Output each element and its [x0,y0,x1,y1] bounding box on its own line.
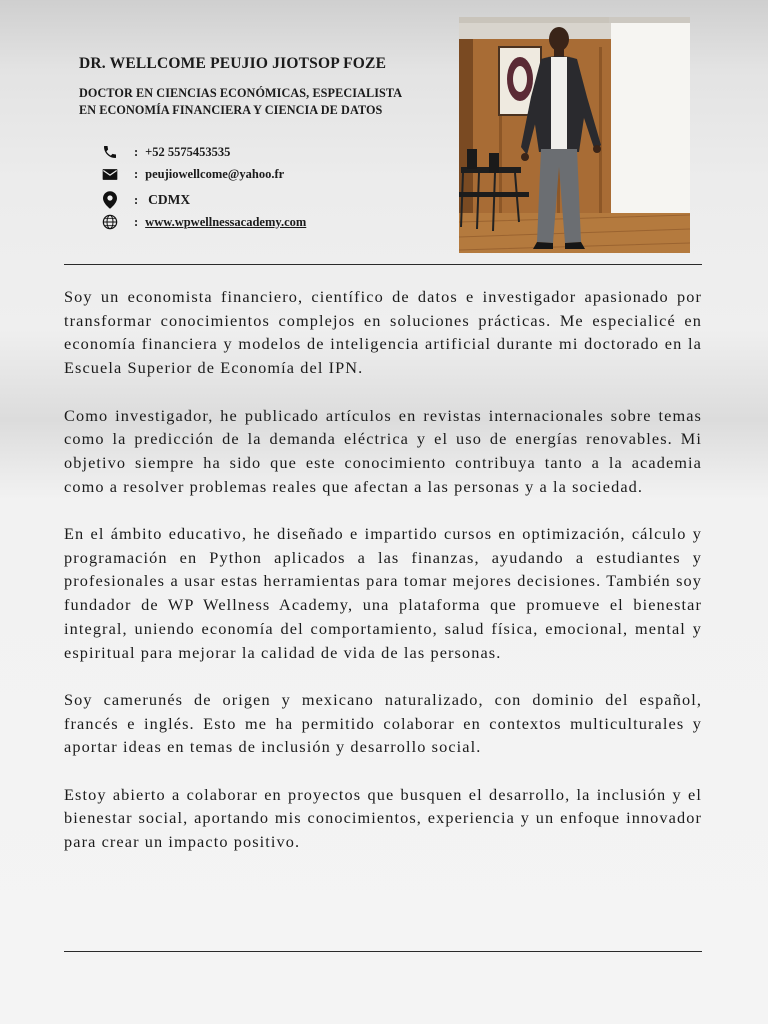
website-link[interactable]: www.wpwellnessacademy.com [145,214,307,229]
contact-separator: : [134,166,139,181]
contact-separator: : [134,144,139,159]
bio-paragraph-2: Como investigador, he publicado artículos en revistas internacionales sobre temas como la predicción de la demanda eléctrica y el uso de energías renovables. Mi objetivo siempre ha sido que este conocimiento contribuya tanto a la academia como a resolver problemas reales que afectan a las personas y a la sociedad. [64,405,702,496]
biography [64,285,702,878]
globe-icon [100,213,120,231]
professional-title [79,85,459,119]
contact-separator: : [134,192,139,207]
contact-phone[interactable] [100,143,230,161]
profile-photo [459,17,690,253]
contact-separator: : [134,214,139,229]
contact-location [100,191,190,209]
full-name: DR. WELLCOME PEUJIO JIOTSOP FOZE [79,55,387,72]
bio-paragraph-5: Estoy abierto a colaborar en proyectos que busquen el desarrollo, la inclusión y el bienestar social, aportando mis conocimientos, experiencia y un enfoque innovador para crear un impacto positivo. [64,784,702,852]
title-line-2: EN ECONOMÍA FINANCIERA Y CIENCIA DE DATOS [79,103,383,117]
bio-paragraph-3: En el ámbito educativo, he diseñado e impartido cursos en optimización, cálculo y programación en Python aplicados a las finanzas, ayudando a estudiantes y profesionales a usar estas herramientas para tomar mejores decisiones. También soy fundador de WP Wellness Academy, una plataforma que promueve el bienestar integral, uniendo economía del comportamiento, salud física, emocional, mental y espiritual para mejorar la calidad de vida de las personas. [64,524,702,662]
title-line-1: DOCTOR EN CIENCIAS ECONÓMICAS, ESPECIALISTA [79,86,403,100]
envelope-icon [100,165,120,183]
bio-paragraph-1: Soy un economista financiero, científico de datos e investigador apasionado por transformar conocimientos complejos en soluciones prácticas. Me especialicé en economía financiera y modelos de inteligencia artificial durante mi doctorado en la Escuela Superior de Economía del IPN. [64,287,702,378]
location-pin-icon [100,191,120,209]
location-city: CDMX [148,192,191,207]
email-address[interactable]: peujiowellcome@yahoo.fr [145,166,285,181]
bio-paragraph-4: Soy camerunés de origen y mexicano naturalizado, con dominio del español, francés e inglés. Esto me ha permitido colaborar en contextos multiculturales y aportar ideas en temas de inclusión y desarrollo social. [64,689,702,757]
contact-website[interactable] [100,213,306,231]
contact-email[interactable] [100,165,284,183]
bottom-divider [64,951,702,952]
phone-number[interactable]: +52 5575453535 [145,144,231,159]
phone-icon [100,143,120,161]
top-divider [64,264,702,265]
